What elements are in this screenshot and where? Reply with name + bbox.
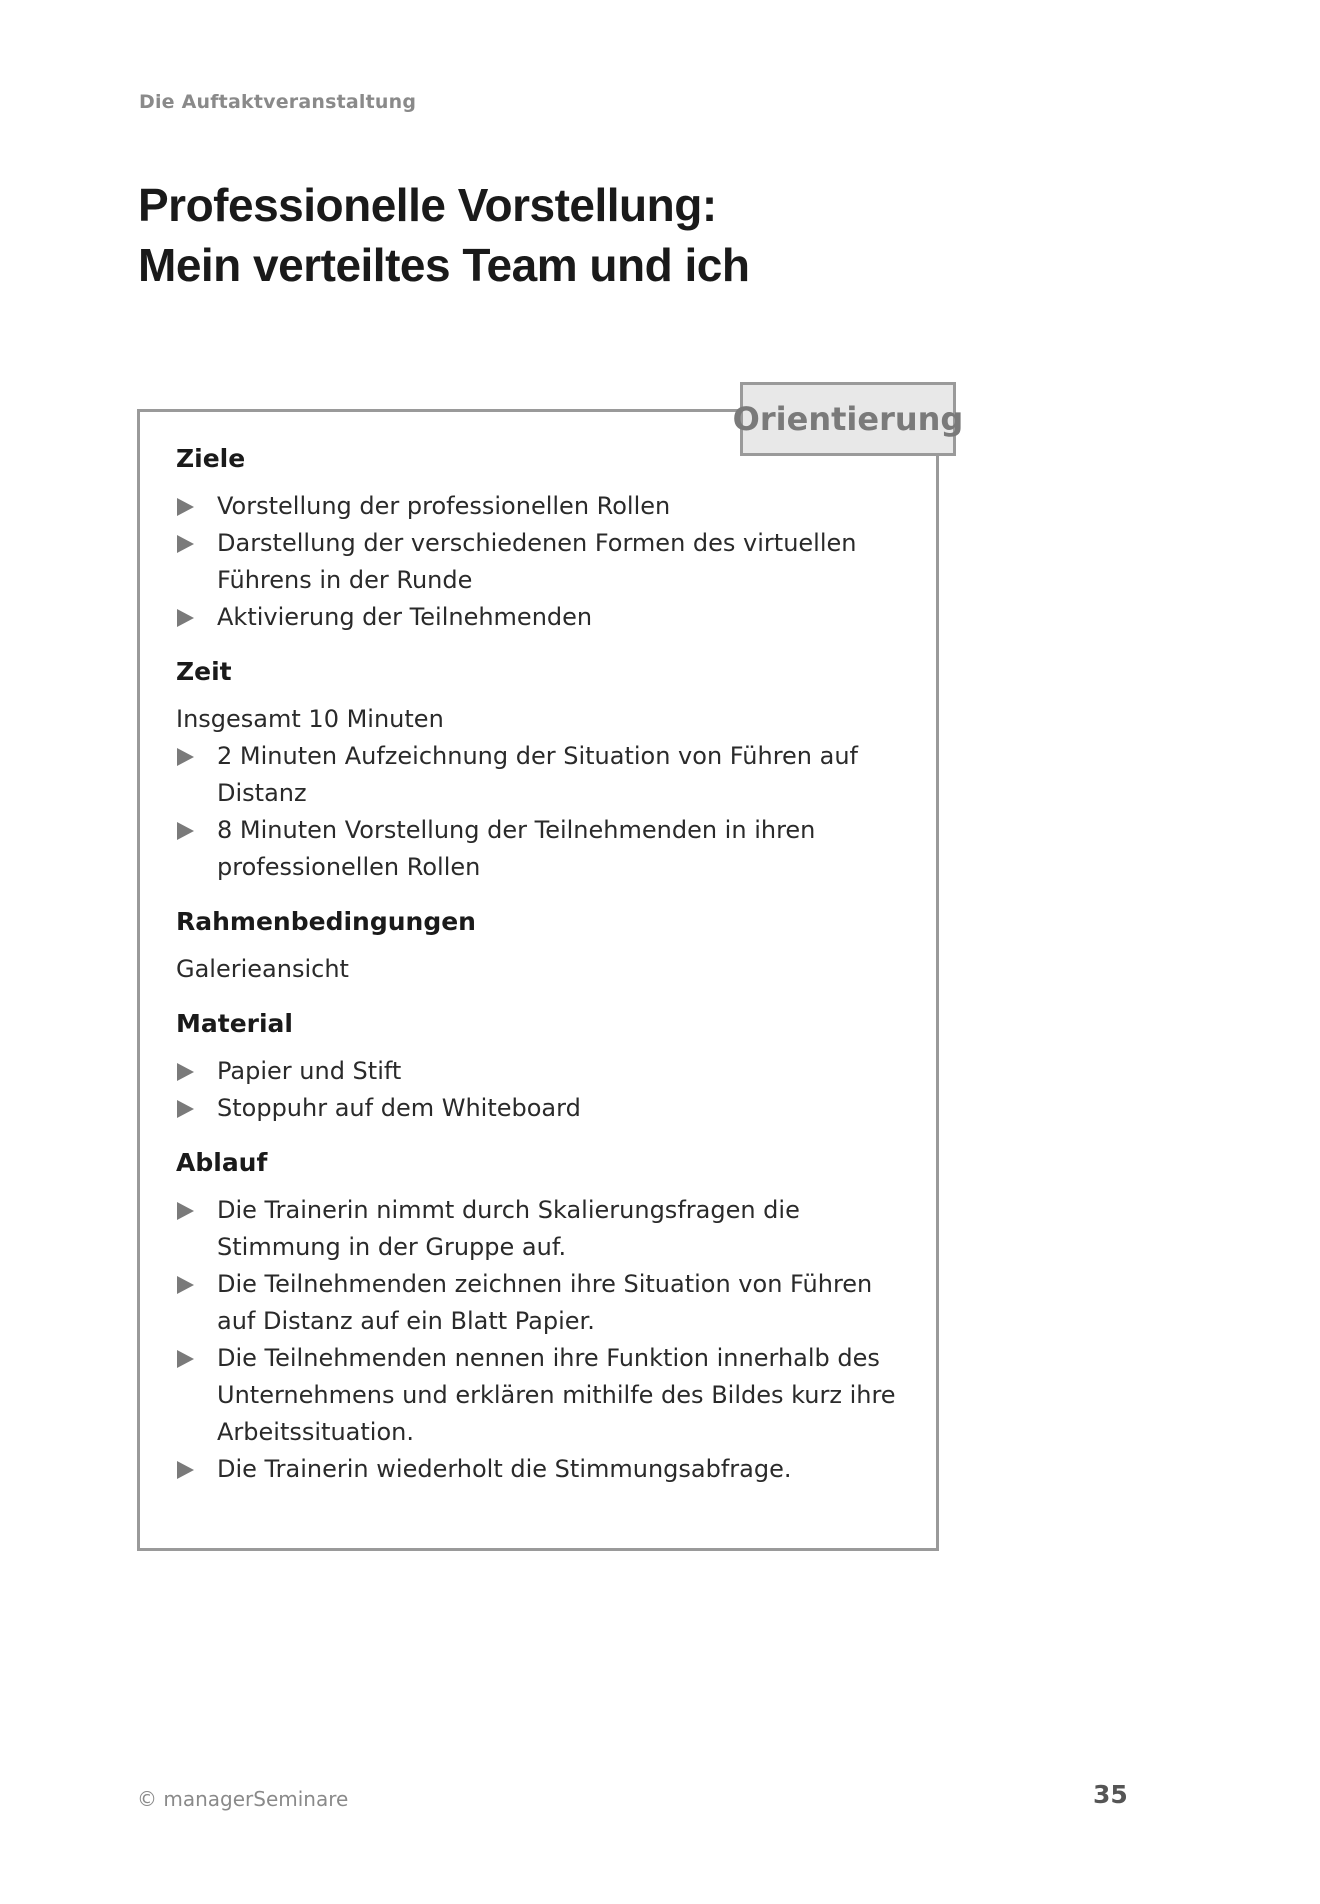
triangle-bullet-icon xyxy=(177,748,194,766)
list-item-text: Papier und Stift xyxy=(217,1057,402,1085)
page-title xyxy=(138,175,749,295)
triangle-bullet-icon xyxy=(177,1202,194,1220)
orientation-tag: Orientierung xyxy=(740,382,956,456)
list-item xyxy=(176,1192,906,1266)
footer-copyright: © managerSeminare xyxy=(137,1787,349,1811)
list-item xyxy=(176,599,906,636)
list-item-text: Vorstellung der professionellen Rollen xyxy=(217,492,671,520)
list-item xyxy=(176,488,906,525)
list-item xyxy=(176,738,906,812)
list-item-text: 8 Minuten Vorstellung der Teilnehmenden in ihren professionellen Rollen xyxy=(217,816,816,881)
list-item-text: Die Trainerin wiederholt die Stimmungsabfrage. xyxy=(217,1455,792,1483)
section-heading-zeit: Zeit xyxy=(176,657,232,686)
page-title-line-2: Mein verteiltes Team und ich xyxy=(138,239,750,291)
section-heading-material: Material xyxy=(176,1009,293,1038)
triangle-bullet-icon xyxy=(177,1350,194,1368)
list-item xyxy=(176,1266,906,1340)
section-material xyxy=(176,1005,906,1127)
page-title-line-1: Professionelle Vorstellung: xyxy=(138,179,717,231)
triangle-bullet-icon xyxy=(177,1063,194,1081)
rahmenbedingungen-text: Galerieansicht xyxy=(176,955,349,983)
list-item-text: Die Teilnehmenden zeichnen ihre Situation von Führen auf Distanz auf ein Blatt Papier. xyxy=(217,1270,873,1335)
section-heading-ziele: Ziele xyxy=(176,444,246,473)
section-rahmenbedingungen xyxy=(176,903,906,988)
section-heading-ablauf: Ablauf xyxy=(176,1148,268,1177)
page-number: 35 xyxy=(1093,1780,1128,1809)
list-item-text: Stoppuhr auf dem Whiteboard xyxy=(217,1094,581,1122)
list-item-text: Die Trainerin nimmt durch Skalierungsfragen die Stimmung in der Gruppe auf. xyxy=(217,1196,800,1261)
triangle-bullet-icon xyxy=(177,1276,194,1294)
list-item xyxy=(176,1451,906,1488)
section-heading-rahmenbedingungen: Rahmenbedingungen xyxy=(176,907,476,936)
list-item-text: 2 Minuten Aufzeichnung der Situation von Führen auf Distanz xyxy=(217,742,859,807)
list-item-text: Darstellung der verschiedenen Formen des virtuellen Führens in der Runde xyxy=(217,529,857,594)
list-item xyxy=(176,1090,906,1127)
ablauf-list xyxy=(176,1192,906,1488)
orientation-box-content xyxy=(176,440,906,1505)
section-ablauf xyxy=(176,1144,906,1488)
list-item xyxy=(176,525,906,599)
triangle-bullet-icon xyxy=(177,609,194,627)
running-header: Die Auftaktveranstaltung xyxy=(139,91,417,113)
triangle-bullet-icon xyxy=(177,498,194,516)
triangle-bullet-icon xyxy=(177,535,194,553)
list-item xyxy=(176,812,906,886)
material-list xyxy=(176,1053,906,1127)
section-ziele xyxy=(176,440,906,636)
zeit-total: Insgesamt 10 Minuten xyxy=(176,705,444,733)
ziele-list xyxy=(176,488,906,636)
list-item-text: Aktivierung der Teilnehmenden xyxy=(217,603,593,631)
triangle-bullet-icon xyxy=(177,1100,194,1118)
list-item-text: Die Teilnehmenden nennen ihre Funktion innerhalb des Unternehmens und erklären mithilfe des Bildes kurz ihre Arbeitssituation. xyxy=(217,1344,896,1446)
triangle-bullet-icon xyxy=(177,822,194,840)
section-zeit xyxy=(176,653,906,886)
zeit-list xyxy=(176,738,906,886)
list-item xyxy=(176,1340,906,1451)
triangle-bullet-icon xyxy=(177,1461,194,1479)
list-item xyxy=(176,1053,906,1090)
